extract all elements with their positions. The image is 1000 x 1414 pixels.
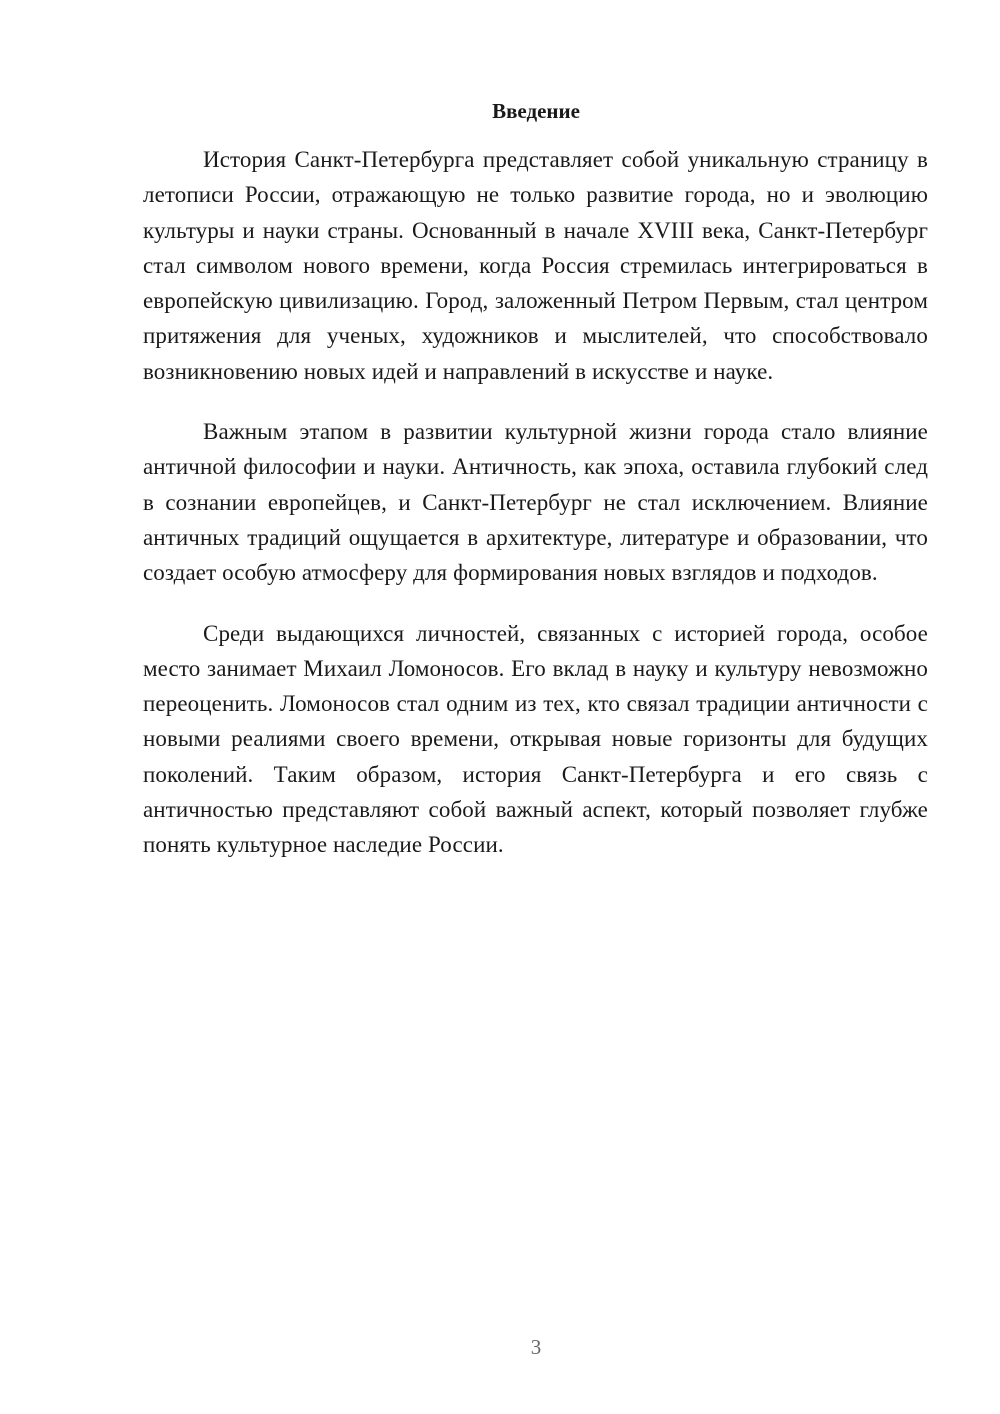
paragraph-1: История Санкт-Петербурга представляет собой уникальную страницу в летописи России, отражающую не только развитие города, но и эволюцию культуры и науки страны. Основанный в начале XVIII века, Санкт-Петербург стал символом нового времени, когда Россия стремилась интегрироваться в европейскую цивилизацию. Город, заложенный Петром Первым, стал центром притяжения для ученых, художников и мыслителей, что способствовало возникновению новых идей и направлений в искусстве и науке. bbox=[143, 147, 928, 384]
paragraph-3: Среди выдающихся личностей, связанных с историей города, особое место занимает Михаил Ломоносов. Его вклад в науку и культуру невозможно переоценить. Ломоносов стал одним из тех, кто связал традиции античности с новыми реалиями своего времени, открывая новые горизонты для будущих поколений. Таким образом, история Санкт-Петербурга и его связь с античностью представляют собой важный аспект, который позволяет глубже понять культурное наследие России. bbox=[143, 620, 928, 858]
paragraph-2: Важным этапом в развитии культурной жизни города стало влияние античной философии и науки. Античность, как эпоха, оставила глубокий след в сознании европейцев, и Санкт-Петербург не стал исключением. Влияние античных традиций ощущается в архитектуре, литературе и образовании, что создает особую атмосферу для формирования новых взглядов и подходов. bbox=[143, 419, 928, 586]
body-text bbox=[143, 142, 928, 888]
section-heading: Введение bbox=[492, 99, 580, 123]
page-number: 3 bbox=[530, 1335, 542, 1359]
